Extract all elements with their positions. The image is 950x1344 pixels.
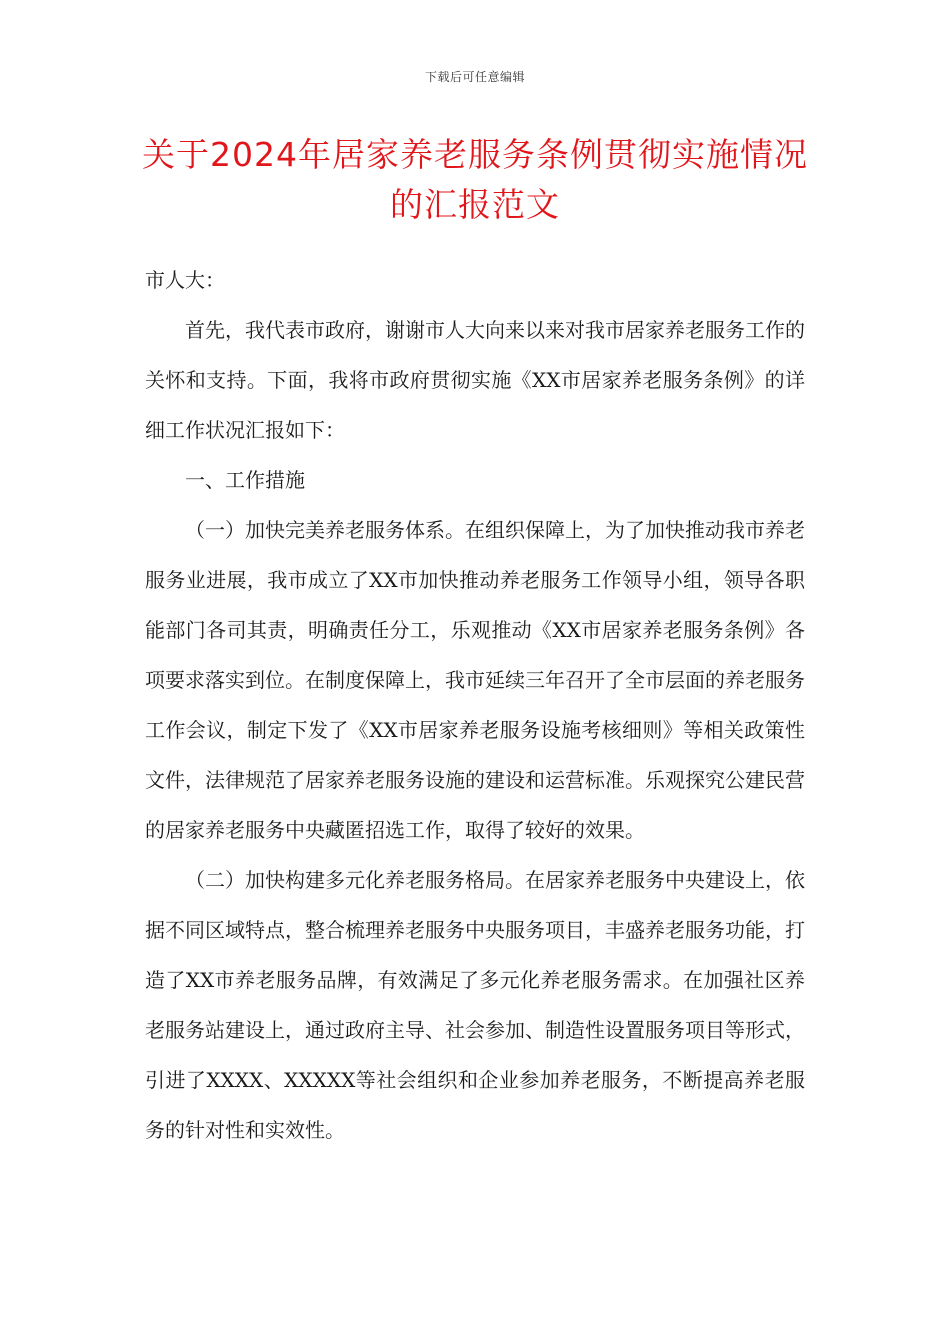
header-note: 下载后可任意编辑 [424, 70, 525, 84]
measure-paragraph-1: （一）加快完美养老服务体系。在组织保障上，为了加快推动我市养老服务业进展，我市成立了XX市加快推动养老服务工作领导小组，领导各职能部门各司其责，明确责任分工，乐观推动《XX市居家养老服务条例》各项要求落实到位。在制度保障上，我市延续三年召开了全市层面的养老服务工作会议，制定下发了《XX市居家养老服务设施考核细则》等相关政策性文件，法律规范了居家养老服务设施的建设和运营标准。乐观探究公建民营的居家养老服务中央藏匿招选工作，取得了较好的效果。 [145, 518, 805, 842]
section-heading: 一、工作措施 [185, 468, 305, 492]
intro-paragraph: 首先，我代表市政府，谢谢市人大向来以来对我市居家养老服务工作的关怀和支持。下面，我将市政府贯彻实施《XX市居家养老服务条例》的详细工作状况汇报如下： [145, 318, 805, 442]
document-body [145, 255, 805, 1155]
document-title: 关于2024年居家养老服务条例贯彻实施情况的汇报范文 [142, 135, 808, 224]
measure-paragraph-2: （二）加快构建多元化养老服务格局。在居家养老服务中央建设上，依据不同区域特点，整合梳理养老服务中央服务项目，丰盛养老服务功能，打造了XX市养老服务品牌，有效满足了多元化养老服务需求。在加强社区养老服务站建设上，通过政府主导、社会参加、制造性设置服务项目等形式，引进了XXXX、XXXXX等社会组织和企业参加养老服务，不断提高养老服务的针对性和实效性。 [145, 868, 805, 1142]
salutation: 市人大： [145, 268, 225, 292]
